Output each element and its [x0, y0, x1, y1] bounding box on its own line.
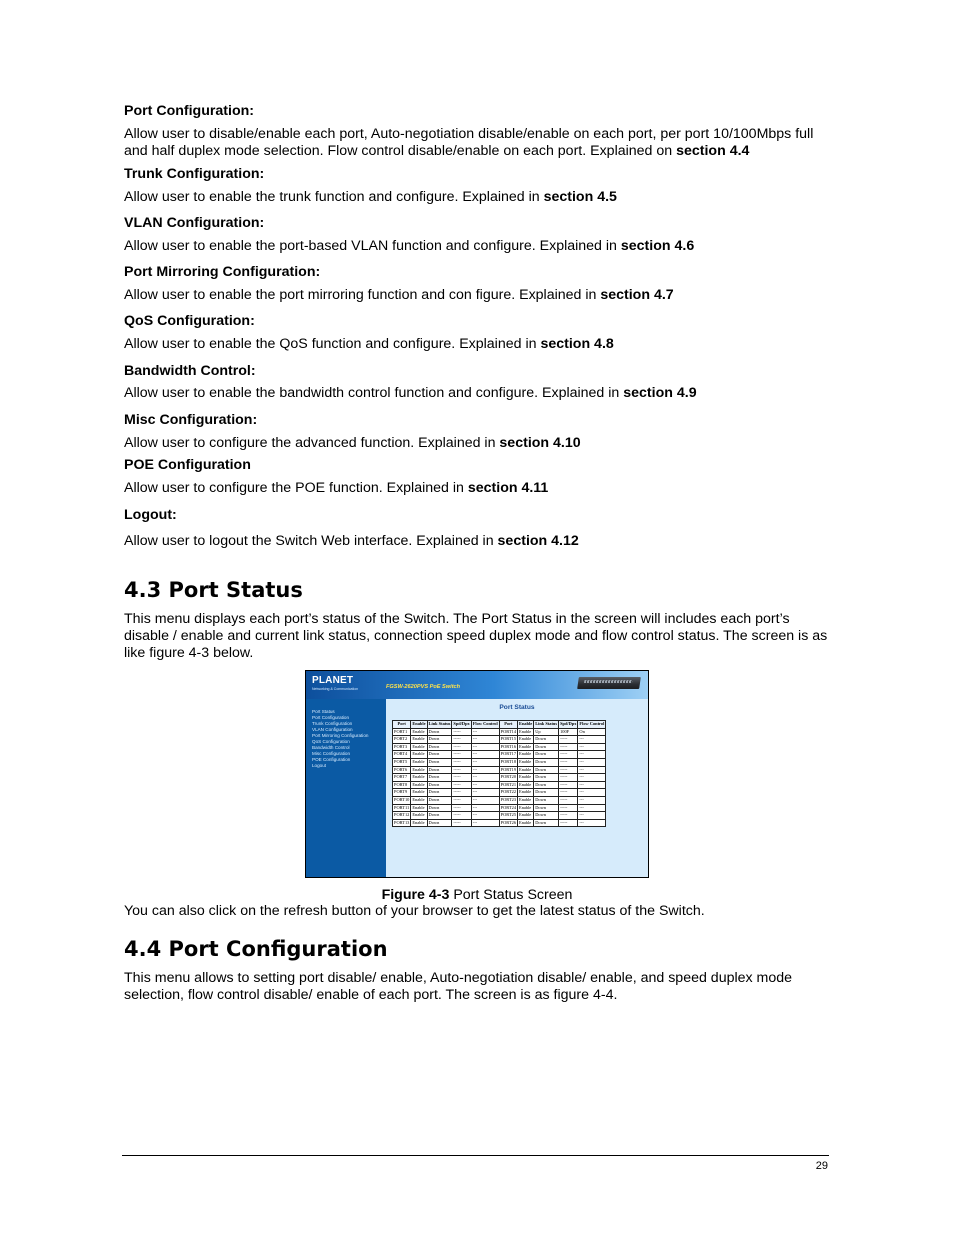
- table-cell: Down: [427, 774, 452, 782]
- table-cell: Enable: [518, 804, 534, 812]
- table-cell: PORT9: [393, 789, 411, 797]
- table-row: [393, 728, 606, 736]
- column-header: Enable: [411, 721, 427, 729]
- table-cell: Down: [427, 728, 452, 736]
- section-text-mirroring-config: Allow user to enable the port mirroring function and con figure. Explained in section 4.7: [124, 287, 674, 303]
- section-text-misc-config: Allow user to configure the advanced function. Explained in section 4.10: [124, 435, 581, 451]
- table-cell: PORT4: [393, 751, 411, 759]
- table-cell: Enable: [411, 758, 427, 766]
- column-header: Port: [393, 721, 411, 729]
- table-cell: -----: [559, 819, 578, 827]
- table-cell: -----: [559, 743, 578, 751]
- table-row: [393, 819, 606, 827]
- table-cell: Enable: [411, 728, 427, 736]
- table-header-row: [393, 721, 606, 729]
- table-cell: Enable: [518, 758, 534, 766]
- table-cell: Down: [427, 796, 452, 804]
- table-cell: Down: [534, 796, 559, 804]
- table-cell: -----: [559, 766, 578, 774]
- table-cell: -----: [559, 789, 578, 797]
- section-heading-bandwidth-control: Bandwidth Control:: [124, 363, 256, 379]
- menu-item-poe-configuration[interactable]: POE Configuration: [312, 757, 351, 762]
- table-cell: ---: [471, 743, 499, 751]
- table-cell: Down: [534, 736, 559, 744]
- table-cell: ---: [578, 819, 606, 827]
- table-cell: PORT22: [499, 789, 517, 797]
- paragraph-port-status: This menu displays each port’s status of the Switch. The Port Status in the screen will includes each port’s disable / enable and current link status, connection speed duplex mode and flow control status. The screen is as like figure 4-3 below.: [124, 611, 828, 661]
- table-row: [393, 774, 606, 782]
- table-row: [393, 736, 606, 744]
- port-status-table: [392, 720, 606, 827]
- table-cell: Enable: [518, 743, 534, 751]
- table-cell: Down: [534, 789, 559, 797]
- table-cell: -----: [452, 789, 471, 797]
- table-cell: PORT10: [393, 796, 411, 804]
- table-cell: Down: [427, 758, 452, 766]
- table-cell: ---: [471, 812, 499, 820]
- table-cell: PORT26: [499, 819, 517, 827]
- figure-caption: Figure 4-3 Port Status Screen: [381, 887, 573, 903]
- table-cell: ---: [471, 736, 499, 744]
- column-header: Port: [499, 721, 517, 729]
- table-cell: ---: [578, 789, 606, 797]
- table-cell: Enable: [411, 774, 427, 782]
- table-cell: ---: [471, 728, 499, 736]
- section-text-trunk-config: Allow user to enable the trunk function and configure. Explained in section 4.5: [124, 189, 617, 205]
- column-header: Spd/Dpx: [452, 721, 471, 729]
- table-cell: -----: [452, 804, 471, 812]
- planet-logo-subtitle: Networking & Communication: [312, 687, 359, 691]
- table-cell: ---: [578, 796, 606, 804]
- table-cell: -----: [452, 758, 471, 766]
- table-cell: Down: [534, 766, 559, 774]
- table-cell: Enable: [518, 796, 534, 804]
- table-cell: Enable: [411, 789, 427, 797]
- column-header: Flow Control: [578, 721, 606, 729]
- menu-item-misc-configuration[interactable]: Misc Configuration: [312, 751, 351, 756]
- section-heading-logout: Logout:: [124, 507, 177, 523]
- table-cell: Down: [427, 819, 452, 827]
- section-text-port-config: Allow user to disable/enable each port, Auto-negotiation disable/enable on each port, per port 10/100Mbps full and half duplex mode selection. Flow control disable/enable on each port. Explained on section 4.4: [124, 126, 814, 159]
- table-cell: Enable: [518, 736, 534, 744]
- table-cell: -----: [559, 796, 578, 804]
- menu-item-port-status[interactable]: Port Status: [312, 709, 335, 714]
- section-heading-qos-config: QoS Configuration:: [124, 313, 255, 329]
- table-cell: -----: [452, 751, 471, 759]
- section-heading-misc-config: Misc Configuration:: [124, 412, 258, 428]
- table-cell: Enable: [411, 743, 427, 751]
- table-cell: ---: [471, 789, 499, 797]
- table-cell: Enable: [518, 751, 534, 759]
- table-cell: PORT1: [393, 728, 411, 736]
- column-header: Link Status: [427, 721, 452, 729]
- table-cell: ---: [578, 758, 606, 766]
- table-cell: Down: [427, 743, 452, 751]
- table-cell: PORT12: [393, 812, 411, 820]
- table-cell: -----: [452, 728, 471, 736]
- table-row: [393, 743, 606, 751]
- table-cell: -----: [452, 796, 471, 804]
- figure-page-title: Port Status: [499, 704, 535, 711]
- table-cell: Enable: [411, 812, 427, 820]
- menu-item-trunk-configuration[interactable]: Trunk Configuration: [312, 721, 353, 726]
- table-cell: Enable: [411, 781, 427, 789]
- figure-sidebar: [306, 699, 386, 877]
- section-heading-poe-config: POE Configuration: [124, 457, 251, 473]
- table-cell: ---: [471, 804, 499, 812]
- page-number: 29: [815, 1160, 828, 1172]
- table-cell: Enable: [518, 789, 534, 797]
- menu-item-port-mirroring-configuration[interactable]: Port Mirroring Configuration: [312, 733, 369, 738]
- table-cell: -----: [452, 766, 471, 774]
- table-cell: Enable: [518, 781, 534, 789]
- table-row: [393, 781, 606, 789]
- menu-item-bandwidth-control[interactable]: Bandwidth Control: [312, 745, 350, 750]
- table-cell: -----: [452, 736, 471, 744]
- table-cell: PORT24: [499, 804, 517, 812]
- table-cell: Enable: [411, 766, 427, 774]
- table-cell: ---: [471, 766, 499, 774]
- table-cell: PORT20: [499, 774, 517, 782]
- table-cell: ---: [578, 812, 606, 820]
- table-cell: Down: [534, 804, 559, 812]
- table-cell: -----: [452, 774, 471, 782]
- table-cell: ---: [471, 819, 499, 827]
- table-row: [393, 766, 606, 774]
- table-cell: Enable: [411, 819, 427, 827]
- table-cell: PORT17: [499, 751, 517, 759]
- table-cell: Down: [427, 812, 452, 820]
- table-cell: ---: [471, 751, 499, 759]
- table-cell: PORT8: [393, 781, 411, 789]
- paragraph-port-configuration: This menu allows to setting port disable/ enable, Auto-negotiation disable/ enable, and speed duplex mode selection, flow control disable/ enable of each port. The screen is as figure 4-4.: [124, 970, 793, 1003]
- column-header: Enable: [518, 721, 534, 729]
- table-cell: -----: [452, 743, 471, 751]
- table-cell: -----: [452, 819, 471, 827]
- table-row: [393, 796, 606, 804]
- table-cell: Down: [427, 736, 452, 744]
- table-cell: Down: [427, 781, 452, 789]
- switch-device-icon: [577, 677, 641, 689]
- footer-divider: [122, 1155, 829, 1156]
- table-cell: PORT11: [393, 804, 411, 812]
- table-cell: ---: [578, 781, 606, 789]
- table-cell: PORT5: [393, 758, 411, 766]
- table-cell: -----: [559, 736, 578, 744]
- table-cell: Down: [534, 781, 559, 789]
- table-cell: ---: [471, 774, 499, 782]
- table-cell: ---: [471, 781, 499, 789]
- table-cell: PORT25: [499, 812, 517, 820]
- table-row: [393, 789, 606, 797]
- table-cell: -----: [559, 804, 578, 812]
- menu-item-vlan-configuration[interactable]: VLAN Configuration: [312, 727, 353, 732]
- switch-model-label: FGSW-2620PVS PoE Switch: [386, 684, 461, 690]
- table-cell: ---: [578, 751, 606, 759]
- section-heading-port-config: Port Configuration:: [124, 103, 255, 119]
- table-cell: Enable: [411, 751, 427, 759]
- table-cell: ---: [578, 804, 606, 812]
- table-cell: PORT16: [499, 743, 517, 751]
- table-cell: PORT14: [499, 728, 517, 736]
- table-cell: -----: [559, 812, 578, 820]
- table-cell: Down: [534, 743, 559, 751]
- table-cell: PORT6: [393, 766, 411, 774]
- section-text-logout: Allow user to logout the Switch Web interface. Explained in section 4.12: [124, 533, 579, 549]
- table-cell: Down: [427, 789, 452, 797]
- table-row: [393, 758, 606, 766]
- table-cell: Down: [427, 766, 452, 774]
- table-cell: Enable: [518, 774, 534, 782]
- table-row: [393, 804, 606, 812]
- table-row: [393, 751, 606, 759]
- table-cell: Enable: [518, 812, 534, 820]
- table-cell: 100F: [559, 728, 578, 736]
- table-cell: Down: [534, 812, 559, 820]
- table-cell: PORT15: [499, 736, 517, 744]
- table-cell: Down: [427, 804, 452, 812]
- table-cell: ---: [578, 774, 606, 782]
- table-body: [393, 728, 606, 827]
- section-heading-mirroring-config: Port Mirroring Configuration:: [124, 264, 321, 280]
- section-text-poe-config: Allow user to configure the POE function. Explained in section 4.11: [124, 480, 549, 496]
- figure-banner: [306, 671, 648, 699]
- table-cell: Enable: [518, 766, 534, 774]
- menu-item-qos-configuration[interactable]: QoS Configuration: [312, 739, 350, 744]
- table-cell: ---: [578, 766, 606, 774]
- table-cell: Up: [534, 728, 559, 736]
- planet-logo: PLANET: [312, 675, 354, 686]
- heading-port-status: 4.3 Port Status: [124, 578, 303, 602]
- table-cell: On: [578, 728, 606, 736]
- table-cell: Enable: [411, 804, 427, 812]
- table-cell: PORT19: [499, 766, 517, 774]
- table-cell: PORT2: [393, 736, 411, 744]
- heading-port-configuration: 4.4 Port Configuration: [124, 937, 388, 961]
- table-cell: PORT13: [393, 819, 411, 827]
- table-cell: ---: [471, 796, 499, 804]
- section-heading-vlan-config: VLAN Configuration:: [124, 215, 265, 231]
- table-cell: Down: [427, 751, 452, 759]
- column-header: Link Status: [534, 721, 559, 729]
- table-cell: -----: [452, 812, 471, 820]
- table-cell: -----: [559, 751, 578, 759]
- table-cell: ---: [578, 736, 606, 744]
- column-header: Spd/Dpx: [559, 721, 578, 729]
- table-row: [393, 812, 606, 820]
- figure-menu: [306, 709, 368, 769]
- table-cell: -----: [559, 758, 578, 766]
- port-status-screenshot: [305, 670, 649, 878]
- table-cell: Down: [534, 774, 559, 782]
- section-text-vlan-config: Allow user to enable the port-based VLAN function and configure. Explained in section 4.6: [124, 238, 695, 254]
- column-header: Flow Control: [471, 721, 499, 729]
- table-cell: Enable: [518, 728, 534, 736]
- table-cell: Down: [534, 819, 559, 827]
- table-cell: PORT23: [499, 796, 517, 804]
- menu-item-logout[interactable]: Logout: [312, 763, 327, 768]
- table-cell: -----: [559, 781, 578, 789]
- table-cell: Down: [534, 751, 559, 759]
- table-cell: ---: [471, 758, 499, 766]
- table-cell: ---: [578, 743, 606, 751]
- table-cell: PORT18: [499, 758, 517, 766]
- section-text-qos-config: Allow user to enable the QoS function and configure. Explained in section 4.8: [124, 336, 614, 352]
- table-cell: -----: [452, 781, 471, 789]
- table-cell: Enable: [411, 736, 427, 744]
- paragraph-refresh-note: You can also click on the refresh button of your browser to get the latest status of the Switch.: [124, 903, 705, 919]
- section-text-bandwidth-control: Allow user to enable the bandwidth control function and configure. Explained in section 4.9: [124, 385, 697, 401]
- menu-item-port-configuration[interactable]: Port Configuration: [312, 715, 350, 720]
- table-cell: Enable: [518, 819, 534, 827]
- table-cell: -----: [559, 774, 578, 782]
- section-heading-trunk-config: Trunk Configuration:: [124, 166, 265, 182]
- table-cell: Enable: [411, 796, 427, 804]
- table-cell: PORT7: [393, 774, 411, 782]
- table-cell: PORT3: [393, 743, 411, 751]
- table-cell: PORT21: [499, 781, 517, 789]
- table-cell: Down: [534, 758, 559, 766]
